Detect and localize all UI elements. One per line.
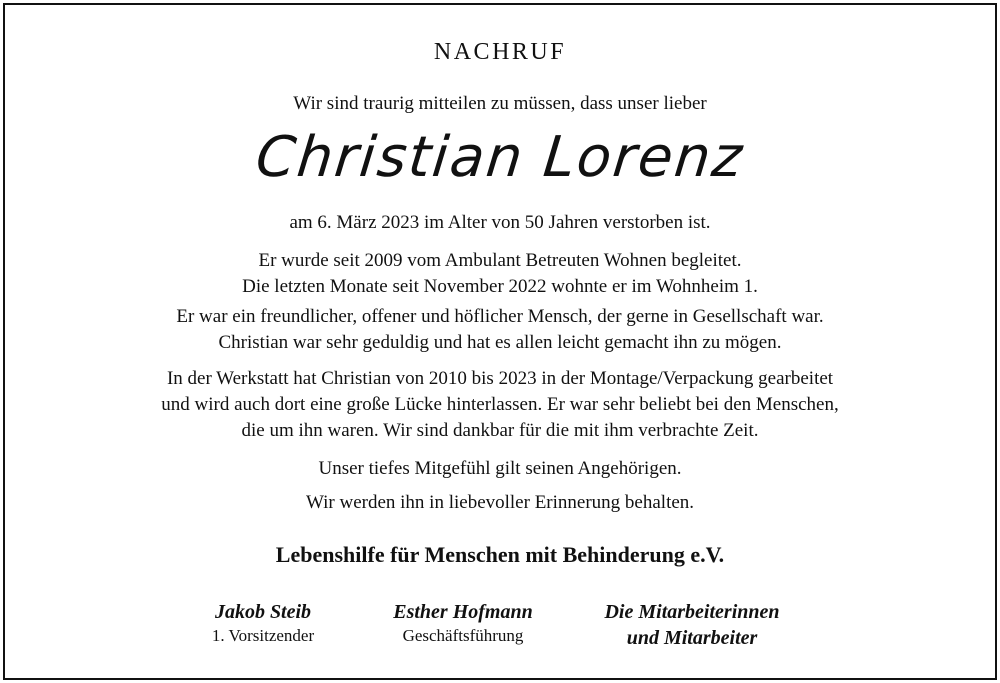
text-line: Unser tiefes Mitgefühl gilt seinen Angehörigen. xyxy=(318,458,682,479)
text-line: Wir werden ihn in liebevoller Erinnerung behalten. xyxy=(305,492,695,513)
signatory-name-continued: und Mitarbeiter xyxy=(626,627,758,649)
obituary-notice xyxy=(3,3,997,680)
intro-text: Wir sind traurig mitteilen zu müssen, dass unser lieber xyxy=(293,93,707,114)
signatory-role: Geschäftsführung xyxy=(402,626,524,645)
text-line: Christian war sehr geduldig und hat es allen leicht gemacht ihn zu mögen. xyxy=(218,332,782,353)
text-line: Er war ein freundlicher, offener und höflicher Mensch, der gerne in Gesellschaft war. xyxy=(176,306,824,327)
signature-block xyxy=(173,599,353,647)
signatory-name: Die Mitarbeiterinnen xyxy=(604,601,780,623)
text-line: und wird auch dort eine große Lücke hinterlassen. Er war sehr beliebt bei den Menschen, xyxy=(161,394,839,415)
text-line: am 6. März 2023 im Alter von 50 Jahren verstorben ist. xyxy=(289,212,711,233)
heading: NACHRUF xyxy=(433,39,567,65)
organization-name: Lebenshilfe für Menschen mit Behinderung e.V. xyxy=(275,542,725,567)
text-line: die um ihn waren. Wir sind dankbar für die mit ihm verbrachte Zeit. xyxy=(241,420,759,441)
text-line: Er wurde seit 2009 vom Ambulant Betreuten Wohnen begleitet. xyxy=(258,250,742,271)
signatory-name: Jakob Steib xyxy=(214,601,312,623)
text-line: In der Werkstatt hat Christian von 2010 bis 2023 in der Montage/Verpackung gearbeitet xyxy=(166,368,834,389)
text-line: Die letzten Monate seit November 2022 wohnte er im Wohnheim 1. xyxy=(242,276,758,297)
signature-block xyxy=(363,599,563,647)
signatory-role: 1. Vorsitzender xyxy=(211,626,315,645)
deceased-name: Christian Lorenz xyxy=(252,125,748,190)
signatory-name: Esther Hofmann xyxy=(393,601,533,623)
signature-block xyxy=(567,599,817,651)
